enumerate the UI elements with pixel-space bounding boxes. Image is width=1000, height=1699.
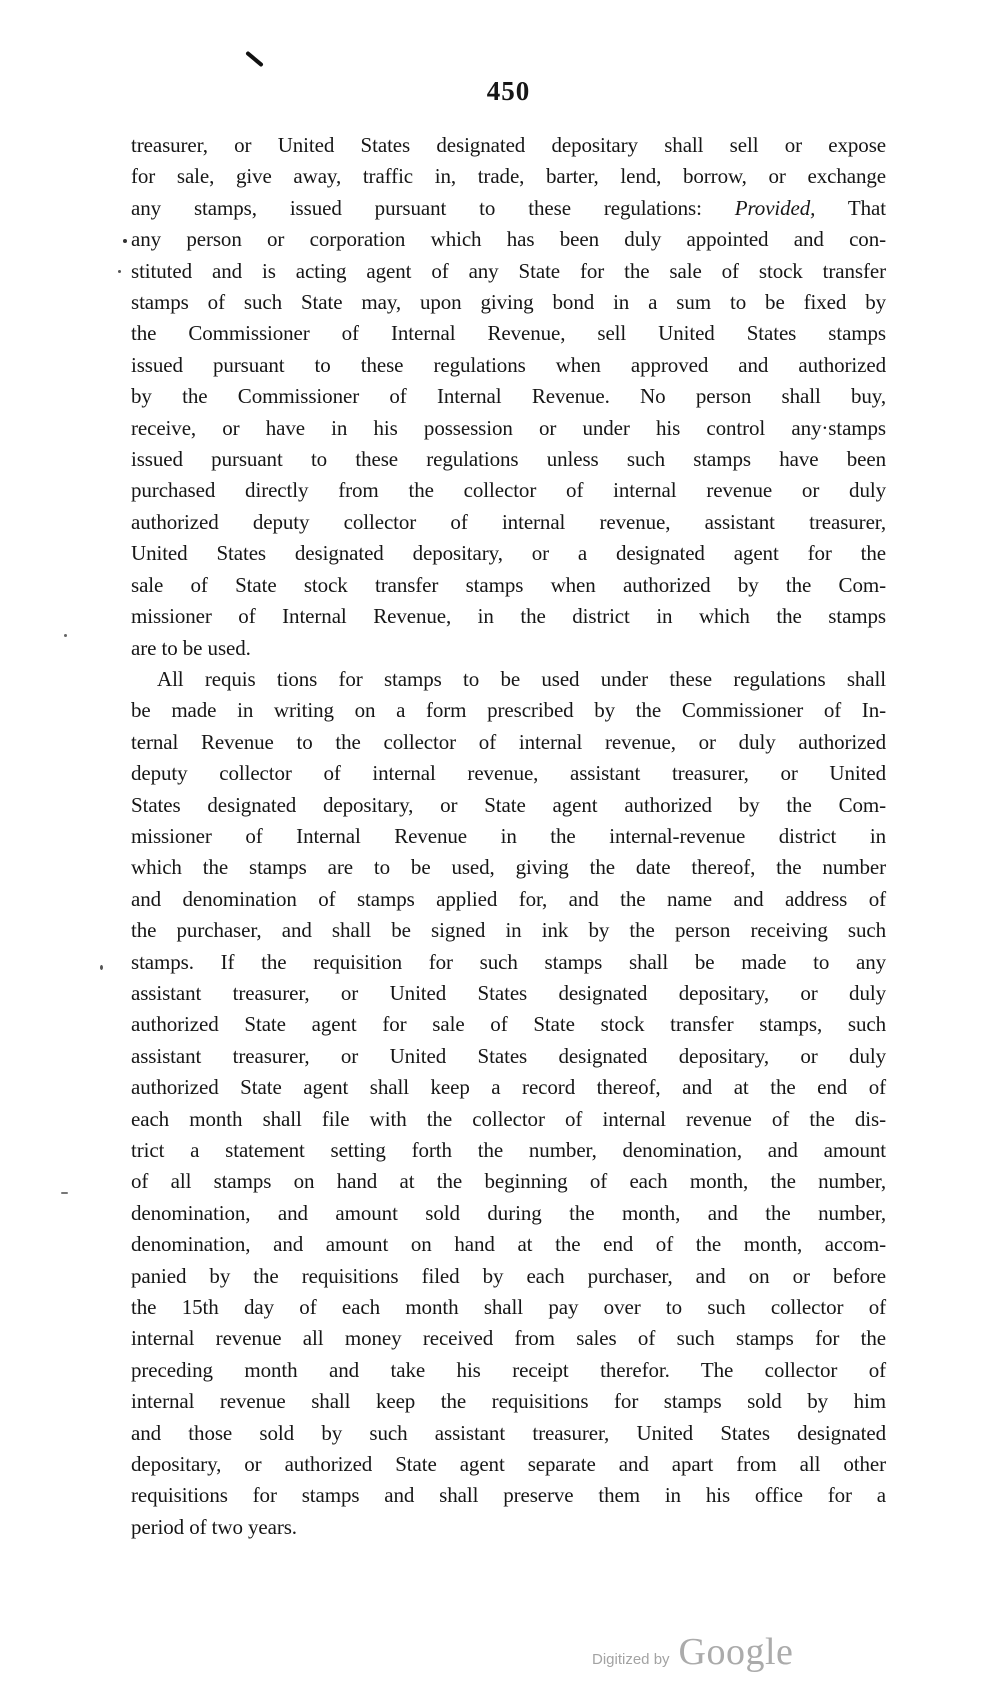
- scan-speck: [64, 634, 67, 637]
- text-line: period of two years.: [131, 1514, 297, 1539]
- text-line: the Commissioner of Internal Revenue, sell United States stamps: [131, 321, 886, 346]
- text-line: and denomination of stamps applied for, and the name and address of: [131, 886, 886, 911]
- text-line: issued pursuant to these regulations unless such stamps have been: [131, 447, 886, 472]
- text-line: internal revenue shall keep the requisitions for stamps sold by him: [131, 1389, 886, 1414]
- scan-speck: [123, 239, 127, 243]
- text-line: issued pursuant to these regulations when approved and authorized: [131, 352, 886, 377]
- text-line: panied by the requisitions filed by each purchaser, and on or before: [131, 1263, 886, 1288]
- text-line: treasurer, or United States designated depositary shall sell or expose: [131, 133, 886, 157]
- scan-speck: [100, 965, 103, 970]
- pen-stroke-artifact: [245, 51, 264, 68]
- text-segment: That: [815, 195, 886, 220]
- page-number: 450: [486, 76, 531, 106]
- text-line: depositary, or authorized State agent separate and apart from all other: [131, 1452, 886, 1477]
- text-line: internal revenue all money received from sales of such stamps for the: [131, 1326, 886, 1351]
- italic-text: Provided,: [734, 195, 816, 220]
- text-line: sale of State stock transfer stamps when authorized by the Com-: [131, 572, 886, 597]
- text-line: authorized State agent shall keep a record thereof, and at the end of: [131, 1075, 886, 1100]
- text-line: missioner of Internal Revenue in the internal-revenue district in: [131, 823, 886, 848]
- text-line: and those sold by such assistant treasurer, United States designated: [131, 1420, 886, 1445]
- text-line: assistant treasurer, or United States designated depositary, or duly: [131, 980, 886, 1005]
- text-line: deputy collector of internal revenue, assistant treasurer, or United: [131, 761, 886, 786]
- paragraph: [131, 130, 886, 664]
- text-segment: any stamps, issued pursuant to these regulations:: [131, 195, 735, 220]
- text-line: each month shall file with the collector of internal revenue of the dis-: [131, 1106, 886, 1131]
- text-line: authorized deputy collector of internal revenue, assistant treasurer,: [131, 509, 886, 534]
- text-line: stituted and is acting agent of any State for the sale of stock transfer: [131, 258, 886, 283]
- text-line: which the stamps are to be used, giving the date thereof, the number: [131, 855, 886, 880]
- text-line: trict a statement setting forth the number, denomination, and amount: [131, 1138, 886, 1162]
- text-line: are to be used.: [131, 635, 251, 660]
- text-line: of all stamps on hand at the beginning of each month, the number,: [131, 1169, 886, 1194]
- text-line: receive, or have in his possession or under his control any·stamps: [131, 415, 886, 440]
- text-line: by the Commissioner of Internal Revenue. No person shall buy,: [131, 384, 886, 409]
- text-line: purchased directly from the collector of internal revenue or duly: [131, 478, 886, 503]
- text-line: All requis tions for stamps to be used under these regulations shall: [157, 666, 886, 691]
- text-line: stamps of such State may, upon giving bond in a sum to be fixed by: [131, 290, 886, 315]
- text-line: for sale, give away, traffic in, trade, barter, lend, borrow, or exchange: [131, 164, 886, 189]
- scan-speck: [61, 1192, 68, 1194]
- text-line: the purchaser, and shall be signed in ink by the person receiving such: [131, 918, 886, 943]
- watermark-prefix-label: Digitized by: [592, 1651, 670, 1668]
- text-line: [131, 193, 886, 224]
- text-line: authorized State agent for sale of State stock transfer stamps, such: [131, 1012, 886, 1037]
- page-body: [131, 130, 886, 1543]
- text-line: any person or corporation which has been duly appointed and con-: [131, 227, 886, 252]
- text-line: requisitions for stamps and shall preserve them in his office for a: [131, 1483, 886, 1508]
- text-line: missioner of Internal Revenue, in the district in which the stamps: [131, 604, 886, 629]
- text-line: preceding month and take his receipt therefor. The collector of: [131, 1357, 886, 1382]
- scan-speck: [118, 270, 121, 273]
- text-line: assistant treasurer, or United States designated depositary, or duly: [131, 1043, 886, 1068]
- text-line: United States designated depositary, or a designated agent for the: [131, 541, 886, 566]
- text-line: be made in writing on a form prescribed by the Commissioner of In-: [131, 698, 886, 723]
- text-line: the 15th day of each month shall pay over to such collector of: [131, 1295, 886, 1320]
- digitization-watermark: [592, 1630, 793, 1674]
- text-line: stamps. If the requisition for such stamps shall be made to any: [131, 949, 886, 974]
- text-line: States designated depositary, or State agent authorized by the Com-: [131, 792, 886, 817]
- text-line: denomination, and amount sold during the month, and the number,: [131, 1200, 886, 1225]
- paragraph: [131, 664, 886, 1543]
- google-logo: Google: [678, 1631, 794, 1673]
- text-line: ternal Revenue to the collector of internal revenue, or duly authorized: [131, 729, 886, 754]
- text-line: denomination, and amount on hand at the end of the month, accom-: [131, 1232, 886, 1257]
